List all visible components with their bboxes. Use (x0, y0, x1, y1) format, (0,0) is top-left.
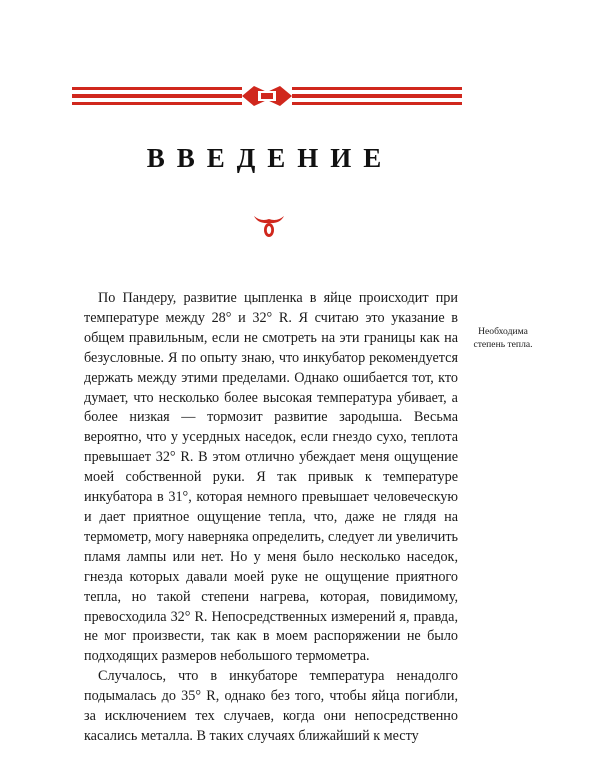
fleuron-ornament (252, 212, 286, 240)
paragraph: По Пандеру, развитие цыпленка в яйце происходит при температуре между 28° и 32° R. Я считаю это указание в общем правильным, если не смотреть на эти границы как на безусловные. Я по опыту знаю, что инкубатор рекомендуется держать между этими пределами. Однако ошибается тот, кто думает, что несколько более высокая температура убивает, а более низкая — тормозит развитие зародыша. Весьма вероятно, что у усердных наседок, если гнездо сухо, теплота превышает 32° R. В этом отлично убеждает меня ощущение моей собственной руки. Я так привык к температуре инкубатора в 31°, которая немного превышает человеческую и дает приятное ощущение тепла, что, даже не глядя на термометр, могу наверняка определить, следует ли увеличить пламя лампы или нет. Но у меня было несколько наседок, гнезда которых давали моей руке не ощущение приятного тепла, но такой степени нагрева, которая, повидимому, превосходила 32° R. Непосредственных измерений я, правда, не мог произвести, так как в моем распоряжении не было подходящих размеров небольшого термометра. (84, 290, 458, 665)
margin-note (468, 325, 538, 351)
body-text (84, 289, 458, 747)
margin-note-line: степень тепла. (473, 339, 533, 350)
margin-note-line: Необходима (478, 326, 528, 337)
header-ornament (72, 84, 462, 108)
chapter-title: ВВЕДЕНИЕ (146, 143, 394, 173)
paragraph: Случалось, что в инкубаторе температура ненадолго подымалась до 35° R, однако без того, чтобы яйца погибли, за исключением тех случаев, когда они непосредственно касались металла. В таких случаях ближайший к месту (84, 668, 458, 744)
